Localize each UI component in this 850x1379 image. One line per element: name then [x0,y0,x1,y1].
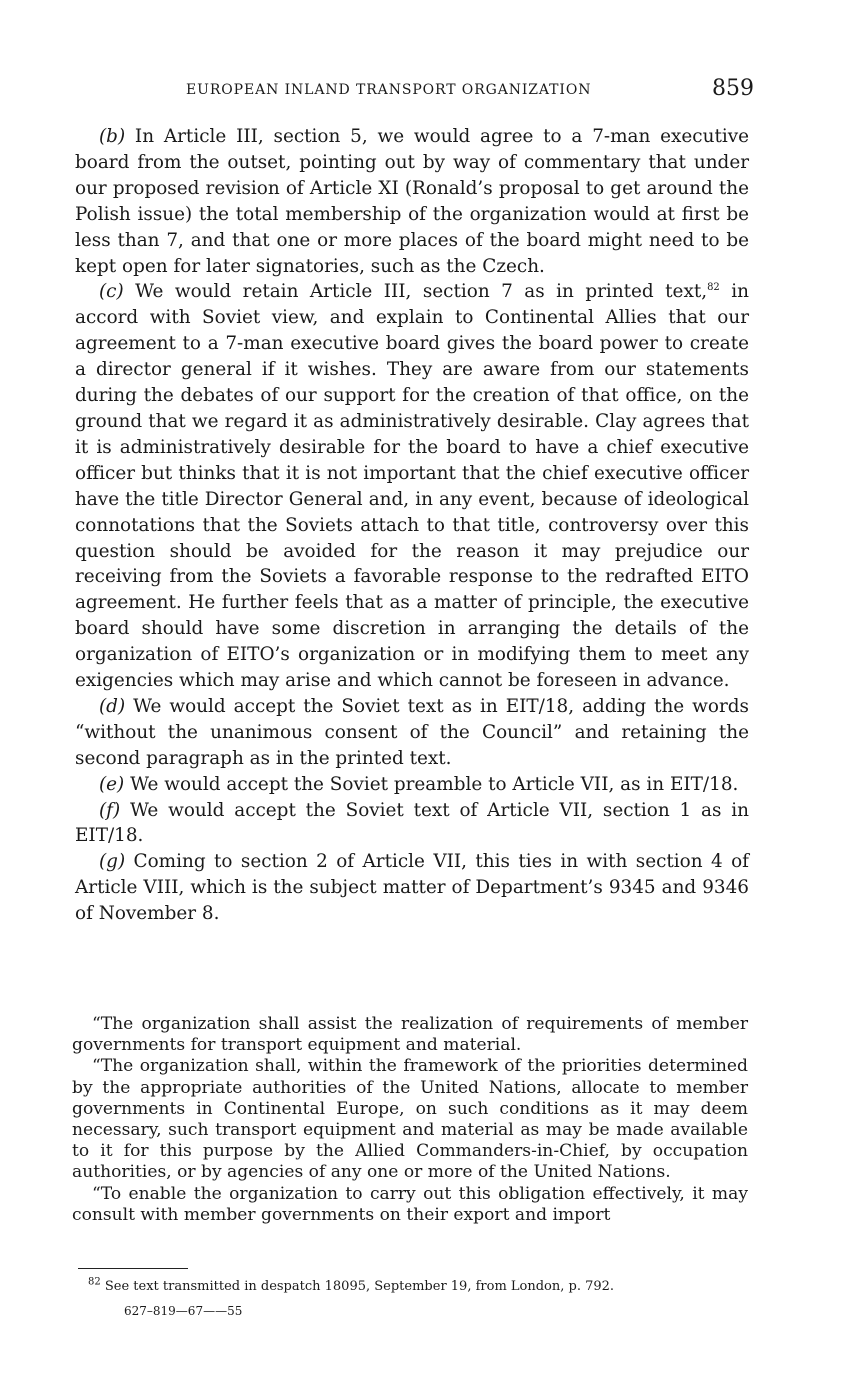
body-text [75,124,749,927]
paragraph-marker: (e) [99,773,125,795]
footnote-divider [78,1268,188,1269]
running-head: EUROPEAN INLAND TRANSPORT ORGANIZATION [186,82,592,98]
paragraph-g [75,849,749,927]
paragraph-text-continued: in accord with Soviet view, and explain to Continental Allies that our agreement to a 7-man executive board gives the board power to create a director general if it wishes. They are aware from our statements during the debates of our support for the creation of that office, on the ground that we regard it as administratively desirable. Clay agrees that it is administratively desirable for the board to have a chief executive officer but thinks that it is not important that the chief executive officer have the title Director General and, in any event, because of ideological connotations that the Soviets attach to that title, controversy over this question should be avoided for the reason it may prejudice our receiving from the Soviets a favorable response to the redrafted EITO agreement. He further feels that as a matter of principle, the executive board should have some discretion in arranging the details of the organization of EITO’s organization or in modifying them to meet any exigencies which may arise and which cannot be foreseen in advance. [75,281,749,692]
footnote [88,1278,748,1296]
quote-paragraph: “The organization shall, within the framework of the priorities determined by the appropriate authorities of the United Nations, allocate to member governments in Continental Europe, on such conditions as it may deem necessary, such transport equipment and material as may be made available to it for this purpose by the Allied Commanders-in-Chief, by occupation authorities, or by agencies of any one or more of the United Nations. [72,1056,748,1183]
paragraph-marker: (f) [99,799,121,821]
print-code: 627–819—67——55 [124,1304,243,1318]
paragraph-text: In Article III, section 5, we would agree to a 7-man executive board from the outset, pointing out by way of commentary that under our proposed revision of Article XI (Ronald’s proposal to get around the Polish issue) the total membership of the organization would at first be less than 7, and that one or more places of the board might need to be kept open for later signatories, such as the Czech. [75,126,749,277]
paragraph-marker: (c) [99,281,124,303]
paragraph-text: We would accept the Soviet text as in EIT/18, adding the words “without the unanimous consent of the Council” and retaining the second paragraph as in the printed text. [75,695,749,769]
quote-paragraph: “To enable the organization to carry out this obligation effectively, it may consult with member governments on their export and import [72,1183,748,1225]
quote-paragraph: “The organization shall assist the realization of requirements of member governments for transport equipment and material. [72,1014,748,1056]
paragraph-d [75,694,749,772]
page-number: 859 [712,76,754,101]
footnote-text: See text transmitted in despatch 18095, September 19, from London, p. 792. [100,1279,615,1294]
paragraph-e [75,772,749,798]
quoted-text-block [72,1014,748,1226]
paragraph-text: Coming to section 2 of Article VII, this ties in with section 4 of Article VIII, which is the subject matter of Department’s 9345 and 9346 of November 8. [75,851,749,925]
paragraph-b [75,124,749,279]
footnote-reference[interactable]: 82 [707,282,720,294]
paragraph-marker: (g) [99,851,126,873]
paragraph-marker: (d) [99,695,126,717]
paragraph-text: We would retain Article III, section 7 as in printed text, [123,281,708,303]
paragraph-text: We would accept the Soviet preamble to Article VII, as in EIT/18. [124,773,739,795]
paragraph-text: We would accept the Soviet text of Article VII, section 1 as in EIT/18. [75,799,749,847]
paragraph-marker: (b) [99,126,126,147]
paragraph-f [75,798,749,850]
footnote-number: 82 [88,1276,101,1288]
paragraph-c [75,279,749,694]
